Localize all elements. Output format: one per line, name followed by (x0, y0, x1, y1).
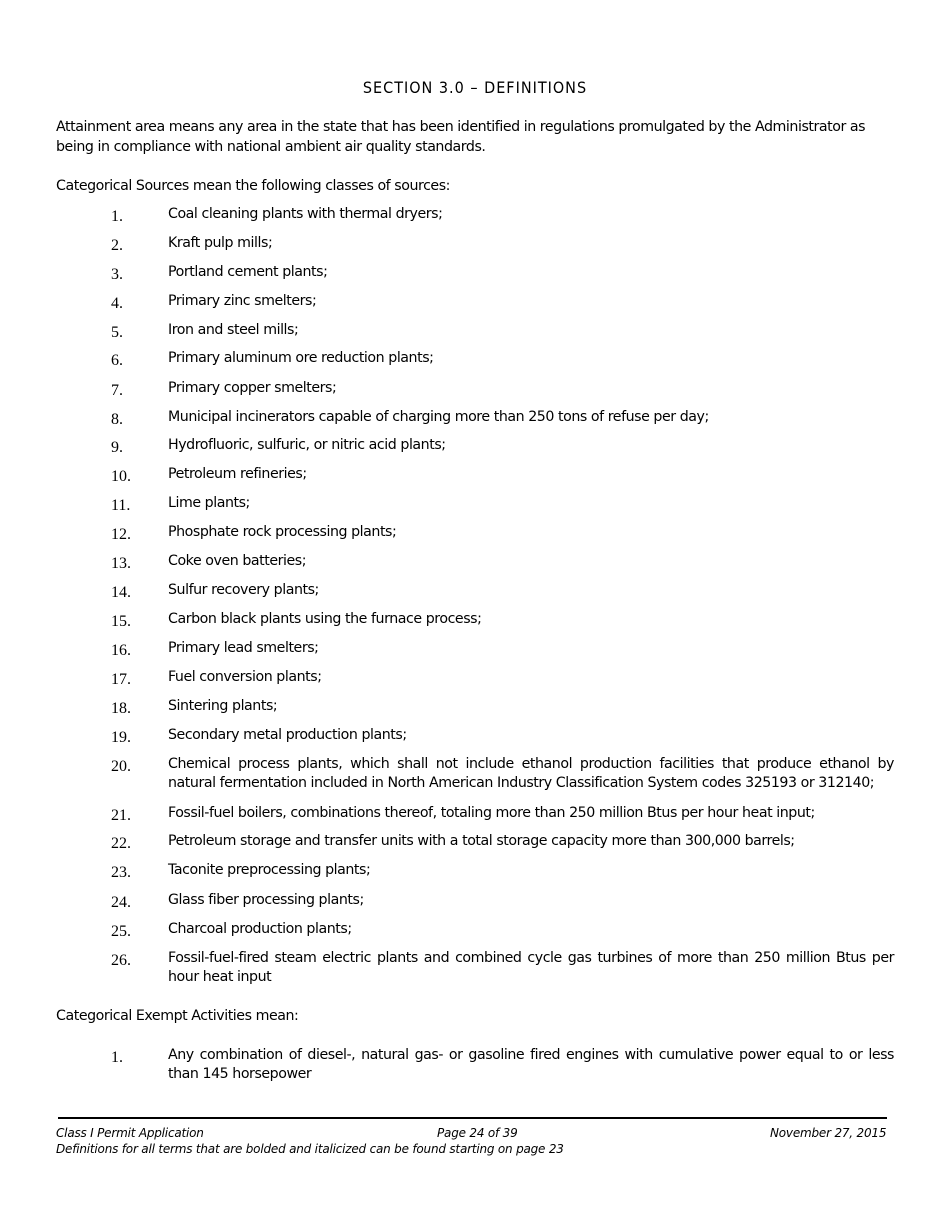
categorical-source-item-number: 6. (111, 352, 123, 369)
categorical-source-item-number: 1. (111, 208, 123, 225)
categorical-source-item-text: Charcoal production plants; (168, 921, 352, 937)
categorical-source-item-text: Glass fiber processing plants; (168, 892, 364, 908)
categorical-source-item-text: Sulfur recovery plants; (168, 582, 319, 598)
categorical-source-item-number: 5. (111, 324, 123, 341)
categorical-source-item (0, 349, 950, 368)
categorical-source-item-number: 14. (111, 584, 131, 601)
categorical-source-item (0, 581, 950, 600)
categorical-source-item (0, 263, 950, 282)
categorical-source-item-text: Coal cleaning plants with thermal dryers; (168, 206, 443, 222)
categorical-source-item (0, 465, 950, 484)
categorical-source-item-text: Chemical process plants, which shall not include ethanol production facilities that produce ethanol by natural fermentation included in North American Industry Classification System codes 325193 or 312140; (168, 756, 894, 791)
categorical-source-item (0, 436, 950, 455)
categorical-source-item (0, 379, 950, 398)
categorical-source-item (0, 321, 950, 340)
categorical-source-item (0, 494, 950, 513)
categorical-source-item-number: 7. (111, 382, 123, 399)
categorical-source-item-text: Sintering plants; (168, 698, 278, 714)
categorical-source-item (0, 726, 950, 745)
categorical-source-item (0, 832, 950, 851)
categorical-source-item-text: Fossil-fuel-fired steam electric plants and combined cycle gas turbines of more than 250 million Btus per hour heat input (168, 950, 894, 985)
categorical-source-item-number: 20. (111, 758, 131, 775)
footer-divider (58, 1117, 887, 1119)
categorical-source-item-text: Fuel conversion plants; (168, 669, 322, 685)
categorical-source-item-number: 8. (111, 411, 123, 428)
categorical-source-item (0, 697, 950, 716)
categorical-source-item (0, 891, 950, 910)
categorical-source-item-number: 16. (111, 642, 131, 659)
categorical-source-item-text: Lime plants; (168, 495, 250, 511)
categorical-source-item-text: Primary copper smelters; (168, 380, 337, 396)
categorical-source-item (0, 949, 950, 987)
categorical-source-item-number: 22. (111, 835, 131, 852)
section-title: SECTION 3.0 – DEFINITIONS (362, 78, 588, 97)
footer-definitions-note: Definitions for all terms that are bolded and italicized can be found starting on page 23 (56, 1142, 564, 1156)
categorical-source-item-number: 9. (111, 439, 123, 456)
categorical-source-item (0, 920, 950, 939)
categorical-source-item (0, 408, 950, 427)
categorical-source-item (0, 292, 950, 311)
attainment-area-paragraph: Attainment area means any area in the state that has been identified in regulations promulgated by the Administrator as being in compliance with national ambient air quality standards. (56, 119, 866, 155)
categorical-source-item-text: Fossil-fuel boilers, combinations thereof, totaling more than 250 million Btus per hour heat input; (168, 805, 815, 821)
footer-page-number: Page 24 of 39 (437, 1126, 518, 1140)
categorical-source-item-number: 21. (111, 807, 131, 824)
categorical-exempt-intro: Categorical Exempt Activities mean: (56, 1008, 299, 1024)
categorical-source-item-text: Secondary metal production plants; (168, 727, 407, 743)
categorical-source-item-text: Primary aluminum ore reduction plants; (168, 350, 434, 366)
categorical-source-item-number: 15. (111, 613, 131, 630)
categorical-source-item-text: Coke oven batteries; (168, 553, 307, 569)
categorical-source-item-number: 25. (111, 923, 131, 940)
categorical-source-item-number: 10. (111, 468, 131, 485)
categorical-source-item (0, 668, 950, 687)
categorical-source-item-number: 2. (111, 237, 123, 254)
categorical-source-item (0, 205, 950, 224)
categorical-source-item-text: Portland cement plants; (168, 264, 328, 280)
categorical-source-item-text: Hydrofluoric, sulfuric, or nitric acid plants; (168, 437, 446, 453)
categorical-source-item-text: Primary lead smelters; (168, 640, 319, 656)
categorical-source-item-number: 23. (111, 864, 131, 881)
categorical-source-item (0, 552, 950, 571)
exempt-activity-item-number: 1. (111, 1049, 123, 1066)
categorical-source-item-text: Kraft pulp mills; (168, 235, 273, 251)
categorical-source-item (0, 804, 950, 823)
categorical-sources-intro: Categorical Sources mean the following classes of sources: (56, 178, 450, 194)
categorical-source-item-number: 3. (111, 266, 123, 283)
categorical-source-item-number: 13. (111, 555, 131, 572)
categorical-source-item-number: 17. (111, 671, 131, 688)
categorical-source-item-number: 19. (111, 729, 131, 746)
categorical-source-item-text: Municipal incinerators capable of charging more than 250 tons of refuse per day; (168, 409, 709, 425)
categorical-source-item-number: 26. (111, 952, 131, 969)
categorical-source-item-number: 11. (111, 497, 131, 514)
categorical-source-item-text: Phosphate rock processing plants; (168, 524, 397, 540)
footer-date: November 27, 2015 (770, 1126, 887, 1140)
categorical-source-item-text: Petroleum refineries; (168, 466, 307, 482)
categorical-source-item (0, 755, 950, 793)
categorical-source-item-number: 4. (111, 295, 123, 312)
categorical-source-item (0, 861, 950, 880)
categorical-source-item-text: Carbon black plants using the furnace process; (168, 611, 482, 627)
exempt-activity-item-text: Any combination of diesel-, natural gas- or gasoline fired engines with cumulative power equal to or less than 145 horsepower (168, 1047, 894, 1082)
exempt-activity-item (0, 1046, 950, 1084)
categorical-source-item-text: Iron and steel mills; (168, 322, 299, 338)
categorical-source-item (0, 523, 950, 542)
categorical-source-item (0, 639, 950, 658)
categorical-source-item-text: Primary zinc smelters; (168, 293, 317, 309)
categorical-source-item-number: 18. (111, 700, 131, 717)
categorical-source-item-number: 24. (111, 894, 131, 911)
categorical-source-item-text: Petroleum storage and transfer units with a total storage capacity more than 300,000 barrels; (168, 833, 795, 849)
categorical-source-item (0, 610, 950, 629)
footer-document-title: Class I Permit Application (56, 1126, 204, 1140)
categorical-source-item-text: Taconite preprocessing plants; (168, 862, 371, 878)
categorical-source-item-number: 12. (111, 526, 131, 543)
categorical-source-item (0, 234, 950, 253)
